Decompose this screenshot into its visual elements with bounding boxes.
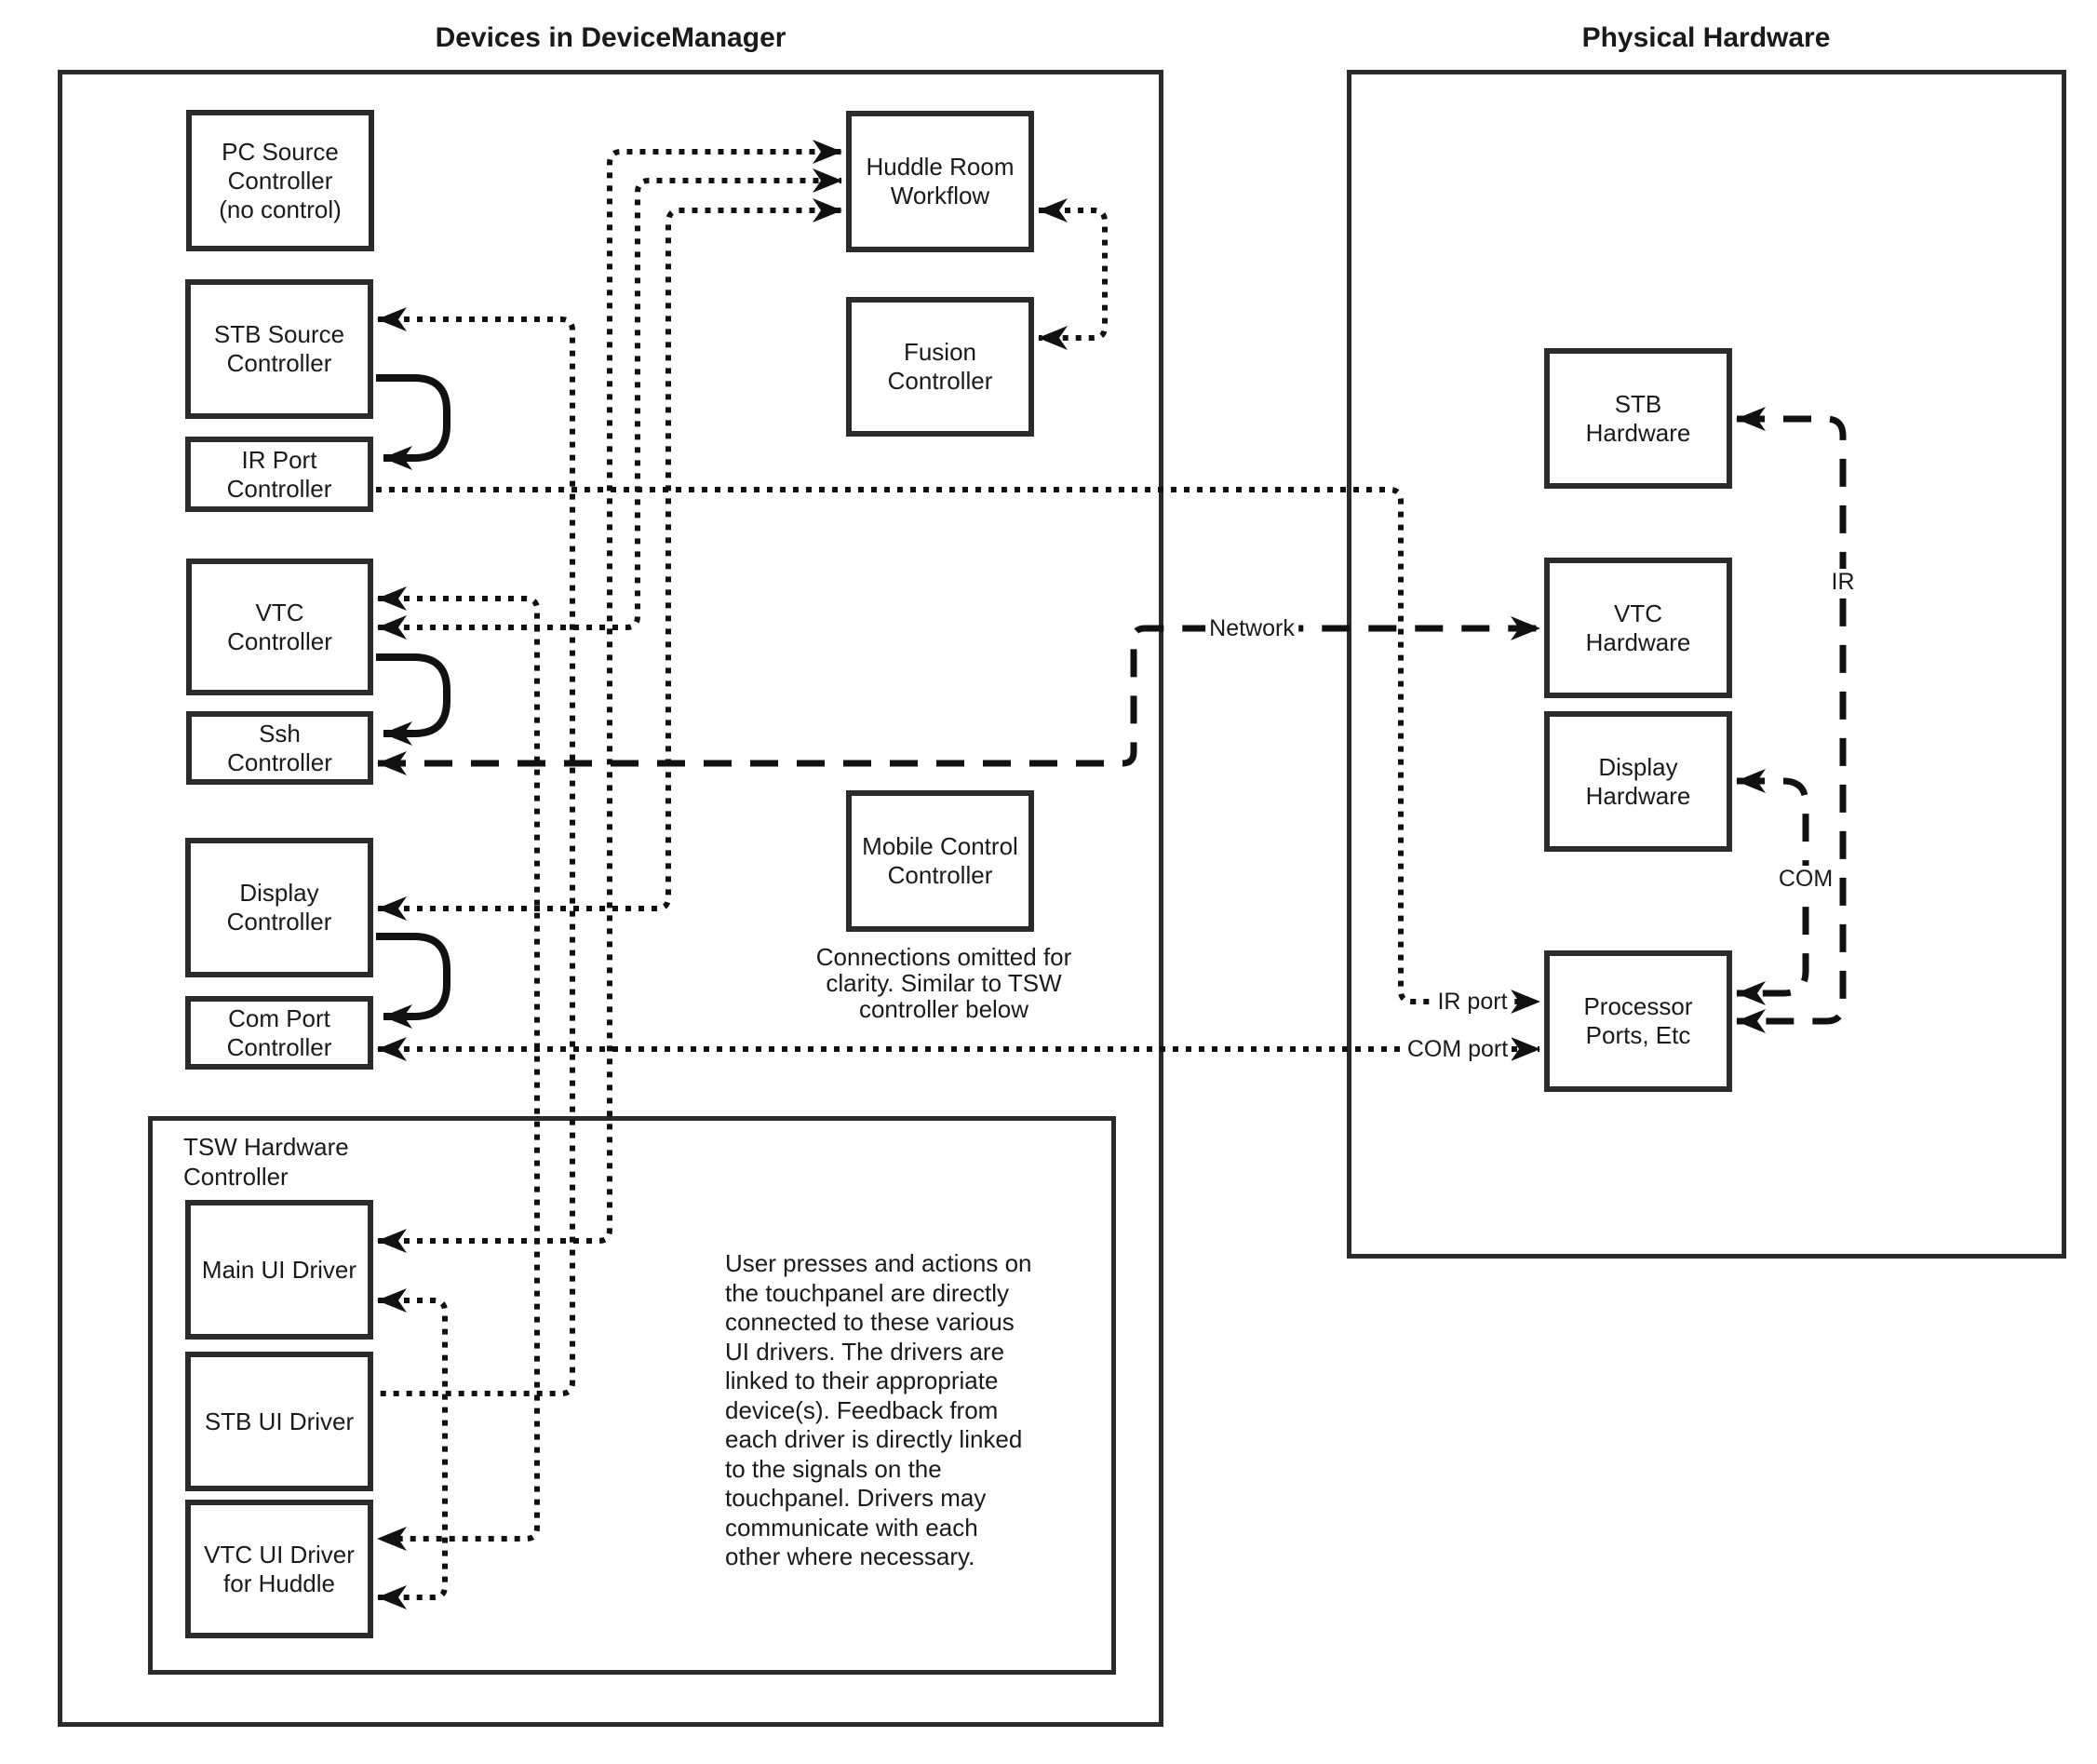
node-display-controller: Display Controller (185, 838, 373, 977)
node-ir-port-controller: IR Port Controller (185, 437, 373, 512)
ir-port-label: IR port (1433, 989, 1511, 1015)
node-mobile-control-controller: Mobile Control Controller (846, 790, 1034, 932)
node-stb-hardware: STB Hardware (1544, 348, 1732, 489)
node-fusion-controller: Fusion Controller (846, 297, 1034, 437)
node-processor-ports-etc: Processor Ports, Etc (1544, 950, 1732, 1092)
node-pc-source-controller: PC Source Controller (no control) (186, 110, 374, 251)
node-main-ui-driver: Main UI Driver (185, 1200, 373, 1340)
node-stb-ui-driver: STB UI Driver (185, 1352, 373, 1491)
node-vtc-ui-driver-for-huddle: VTC UI Driver for Huddle (185, 1500, 373, 1638)
tsw-description-paragraph: User presses and actions on the touchpanel are directly connected to these various UI drivers. The drivers are linked to their appropriate device(s). Feedback from each driver is directly linked to the signals on the touchpanel. Drivers may communicate with each other where necessary. (725, 1249, 1032, 1570)
ir-label: IR (1828, 569, 1859, 595)
com-label: COM (1775, 866, 1836, 892)
node-ssh-controller: Ssh Controller (186, 711, 373, 785)
node-display-hardware: Display Hardware (1544, 711, 1732, 852)
node-vtc-controller: VTC Controller (186, 559, 373, 695)
right-container-title: Physical Hardware (1581, 22, 1831, 53)
left-container-title: Devices in DeviceManager (435, 22, 786, 53)
network-label: Network (1205, 615, 1298, 641)
com-port-label: COM port (1404, 1036, 1512, 1062)
node-stb-source-controller: STB Source Controller (185, 279, 373, 419)
mobile-connections-note: Connections omitted for clarity. Similar to TSW controller below (815, 943, 1072, 1023)
tsw-container-label: TSW Hardware Controller (183, 1133, 349, 1191)
node-huddle-room-workflow: Huddle Room Workflow (846, 111, 1034, 252)
node-com-port-controller: Com Port Controller (185, 996, 373, 1070)
node-vtc-hardware: VTC Hardware (1544, 558, 1732, 698)
